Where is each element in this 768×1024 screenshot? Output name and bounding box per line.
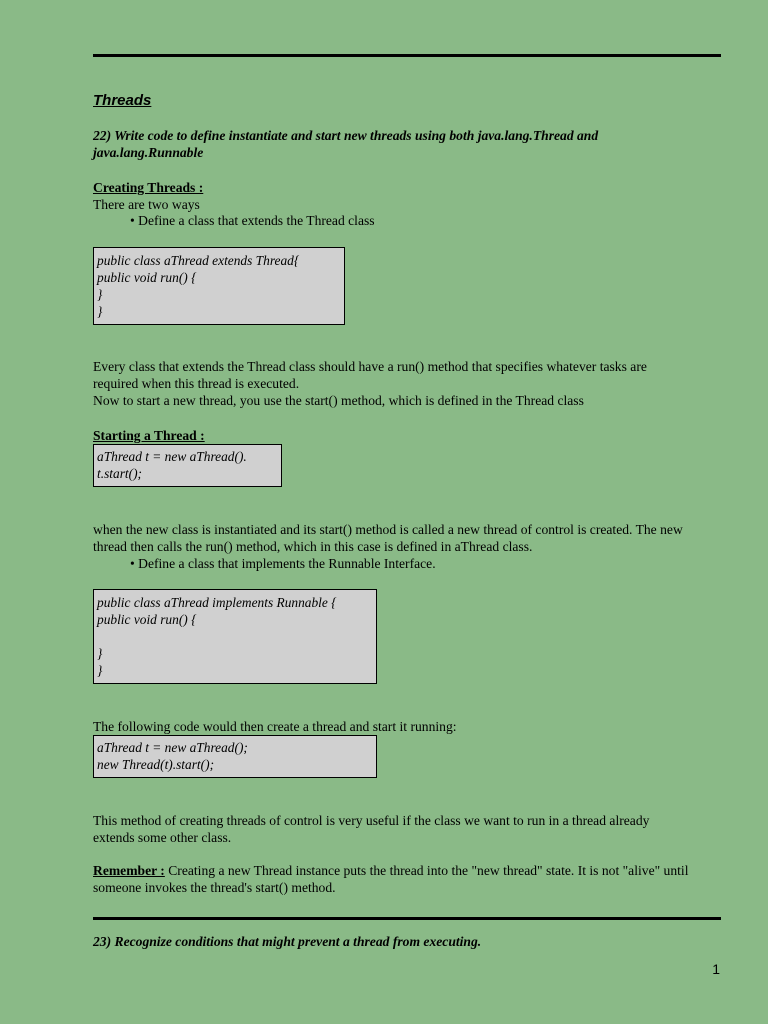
following-code-text: The following code would then create a thread and start it running:: [93, 719, 457, 734]
remember-note: [93, 862, 688, 896]
paragraph-run-method: [93, 358, 647, 409]
code-line: aThread t = new aThread();: [97, 740, 248, 755]
creating-threads-heading: Creating Threads :: [93, 180, 204, 195]
paragraph-useful-method: [93, 812, 649, 846]
code-line: [97, 628, 373, 645]
code-line: t.start();: [97, 466, 143, 481]
section-title: Threads: [93, 92, 152, 109]
code-line: new Thread(t).start();: [97, 757, 215, 772]
bullet-extends-thread: • Define a class that extends the Thread class: [130, 213, 375, 228]
code-line: public void run() {: [97, 270, 197, 285]
code-block-implements-runnable: [93, 589, 377, 684]
paragraph-line: when the new class is instantiated and its start() method is called a new thread of control is created. The new: [93, 522, 683, 537]
paragraph-line: Now to start a new thread, you use the start() method, which is defined in the Thread class: [93, 393, 584, 408]
question-22-text: 22) Write code to define instantiate and start new threads using both java.lang.Thread and java.lang.Runnable: [93, 128, 599, 160]
code-line: public void run() {: [97, 612, 197, 627]
bottom-rule: [93, 917, 721, 920]
paragraph-line: Every class that extends the Thread class should have a run() method that specifies whatever tasks are: [93, 359, 647, 374]
two-ways-text: There are two ways: [93, 197, 200, 212]
code-block-start-thread: [93, 444, 282, 487]
starting-thread-heading: Starting a Thread :: [93, 428, 205, 443]
page-number: 1: [712, 961, 720, 977]
paragraph-line: required when this thread is executed.: [93, 376, 300, 391]
remember-text: Creating a new Thread instance puts the thread into the "new thread" state. It is not "alive" until: [164, 863, 689, 878]
bullet-implements-runnable: • Define a class that implements the Runnable Interface.: [130, 556, 436, 571]
remember-label: Remember :: [93, 863, 165, 878]
paragraph-line: thread then calls the run() method, which in this case is defined in aThread class.: [93, 539, 533, 554]
code-line: public class aThread implements Runnable {: [97, 595, 337, 610]
paragraph-line: This method of creating threads of control is very useful if the class we want to run in a thread already: [93, 813, 650, 828]
remember-line-1: [93, 862, 688, 879]
code-line: aThread t = new aThread().: [97, 449, 247, 464]
paragraph-line: extends some other class.: [93, 830, 232, 845]
code-line: }: [97, 304, 103, 319]
question-23: 23) Recognize conditions that might prevent a thread from executing.: [93, 934, 482, 949]
code-block-extends-thread: [93, 247, 345, 325]
code-line: }: [97, 646, 103, 661]
code-block-new-thread: [93, 735, 377, 778]
paragraph-instantiated: [93, 521, 683, 555]
code-line: }: [97, 287, 103, 302]
question-22: [93, 127, 653, 161]
code-line: public class aThread extends Thread{: [97, 253, 300, 268]
remember-line-2: someone invokes the thread's start() method.: [93, 880, 336, 895]
code-line: }: [97, 663, 103, 678]
top-rule: [93, 54, 721, 57]
